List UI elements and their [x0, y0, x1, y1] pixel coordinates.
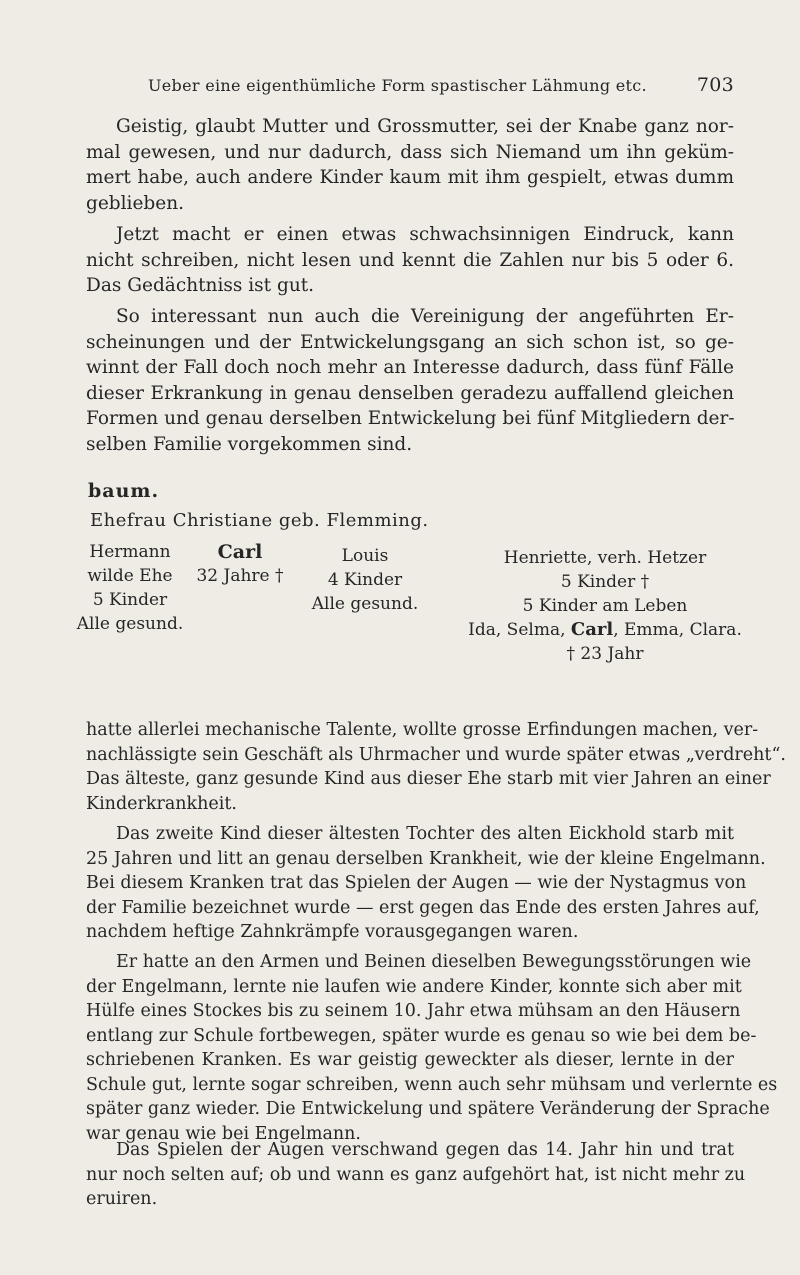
text-line: Das zweite Kind dieser ältesten Tochter des alten Eickhold starb mit: [116, 824, 734, 844]
paragraph: [86, 718, 786, 816]
text-line: entlang zur Schule fortbewegen, später wurde es genau so wie bei dem be-: [86, 1025, 757, 1046]
member-line: 5 Kinder am Leben: [522, 596, 688, 616]
member-line: Alle gesund.: [311, 594, 419, 614]
text-line: der Familie bezeichnet wurde — erst gegen das Ende des ersten Jahres auf,: [86, 897, 760, 918]
text-line: nicht schreiben, nicht lesen und kennt die Zahlen nur bis 5 oder 6.: [86, 249, 734, 271]
text-line: schriebenen Kranken. Es war geistig geweckter als dieser, lernte in der: [86, 1050, 734, 1070]
text-line: war genau wie bei Engelmann.: [86, 1123, 361, 1144]
text-line: Bei diesem Kranken trat das Spielen der Augen — wie der Nystagmus von: [86, 873, 747, 893]
text-line: So interessant nun auch die Vereinigung der angeführten Er-: [116, 306, 734, 327]
running-title: Ueber eine eigenthümliche Form spastischer Lähmung etc.: [148, 76, 647, 95]
text-line: nachlässigte sein Geschäft als Uhrmacher und wurde später etwas „verdreht“.: [86, 744, 786, 765]
text-line: Das älteste, ganz gesunde Kind aus dieser Ehe starb mit vier Jahren an einer: [86, 769, 771, 789]
member-line: Louis: [341, 546, 389, 566]
member-line: Alle gesund.: [76, 614, 184, 634]
text-line: winnt der Fall doch noch mehr an Interesse dadurch, dass fünf Fälle: [86, 357, 734, 378]
family-tree-caption: baum.: [88, 480, 160, 502]
text-line: dieser Erkrankung in genau denselben geradezu auffallend gleichen: [86, 382, 734, 404]
member-line: 4 Kinder: [327, 570, 403, 590]
text-line: Jetzt macht er einen etwas schwachsinnigen Eindruck, kann: [116, 224, 734, 245]
paragraph: [86, 950, 778, 1146]
text-line: hatte allerlei mechanische Talente, wollte grosse Erfindungen machen, ver-: [86, 720, 759, 740]
member-line: wilde Ehe: [87, 566, 173, 586]
member-name: Carl: [217, 541, 263, 563]
paragraph: [86, 304, 734, 457]
text-line: mal gewesen, und nur dadurch, dass sich Niemand um ihn geküm-: [86, 141, 734, 163]
text-line: der Engelmann, lernte nie laufen wie andere Kinder, konnte sich aber mit: [86, 976, 742, 997]
text-line: Formen und genau derselben Entwickelung bei fünf Mitgliedern der-: [86, 408, 735, 429]
member-line: Henriette, verh. Hetzer: [503, 548, 707, 568]
text-line: mert habe, auch andere Kinder kaum mit ihm gespielt, etwas dumm: [86, 167, 734, 188]
page-number: 703: [696, 74, 734, 96]
text-line: Kinderkrankheit.: [86, 793, 237, 814]
paragraph: [86, 114, 734, 216]
member-line: 5 Kinder: [92, 590, 168, 610]
text-line: Er hatte an den Armen und Beinen dieselben Bewegungsstörungen wie: [116, 952, 752, 972]
paragraph: [86, 1138, 746, 1212]
family-member-louis: [300, 544, 430, 616]
member-line: 5 Kinder †: [560, 572, 650, 592]
text-line: nur noch selten auf; ob und wann es ganz aufgehört hat, ist nicht mehr zu: [86, 1164, 746, 1185]
text-line: selben Familie vorgekommen sind.: [86, 433, 413, 455]
text-line: 25 Jahren und litt an genau derselben Krankheit, wie der kleine Engelmann.: [86, 848, 766, 869]
text-line: später ganz wieder. Die Entwickelung und spätere Veränderung der Sprache: [86, 1099, 770, 1119]
family-tree-spouse: Ehefrau Christiane geb. Flemming.: [90, 510, 429, 531]
member-death: † 23 Jahr: [566, 644, 644, 664]
text-line: geblieben.: [86, 192, 185, 214]
family-member-carl: [190, 540, 290, 588]
family-member-henriette: [460, 546, 750, 666]
paragraph: [86, 222, 734, 299]
member-line: 32 Jahre †: [196, 566, 284, 586]
member-line: Hermann: [89, 542, 171, 562]
kids-after: , Emma, Clara.: [613, 620, 742, 640]
text-line: Geistig, glaubt Mutter und Grossmutter, sei der Knabe ganz nor-: [116, 116, 734, 137]
text-line: scheinungen und der Entwickelungsgang an sich schon ist, so ge-: [86, 331, 734, 353]
text-line: eruiren.: [86, 1189, 158, 1209]
paragraph: [86, 822, 766, 945]
text-line: Das Spielen der Augen verschwand gegen das 14. Jahr hin und trat: [116, 1140, 734, 1160]
text-line: Das Gedächtniss ist gut.: [86, 275, 315, 296]
text-line: Schule gut, lernte sogar schreiben, wenn auch sehr mühsam und verlernte es: [86, 1074, 778, 1095]
kids-before: Ida, Selma,: [468, 620, 566, 640]
grandchildren-line: [460, 618, 750, 642]
kids-bold-name: Carl: [570, 619, 614, 640]
text-line: Hülfe eines Stockes bis zu seinem 10. Jahr etwa mühsam an den Häusern: [86, 1001, 741, 1021]
text-line: nachdem heftige Zahnkrämpfe vorausgegangen waren.: [86, 922, 579, 942]
family-member-hermann: [70, 540, 190, 636]
